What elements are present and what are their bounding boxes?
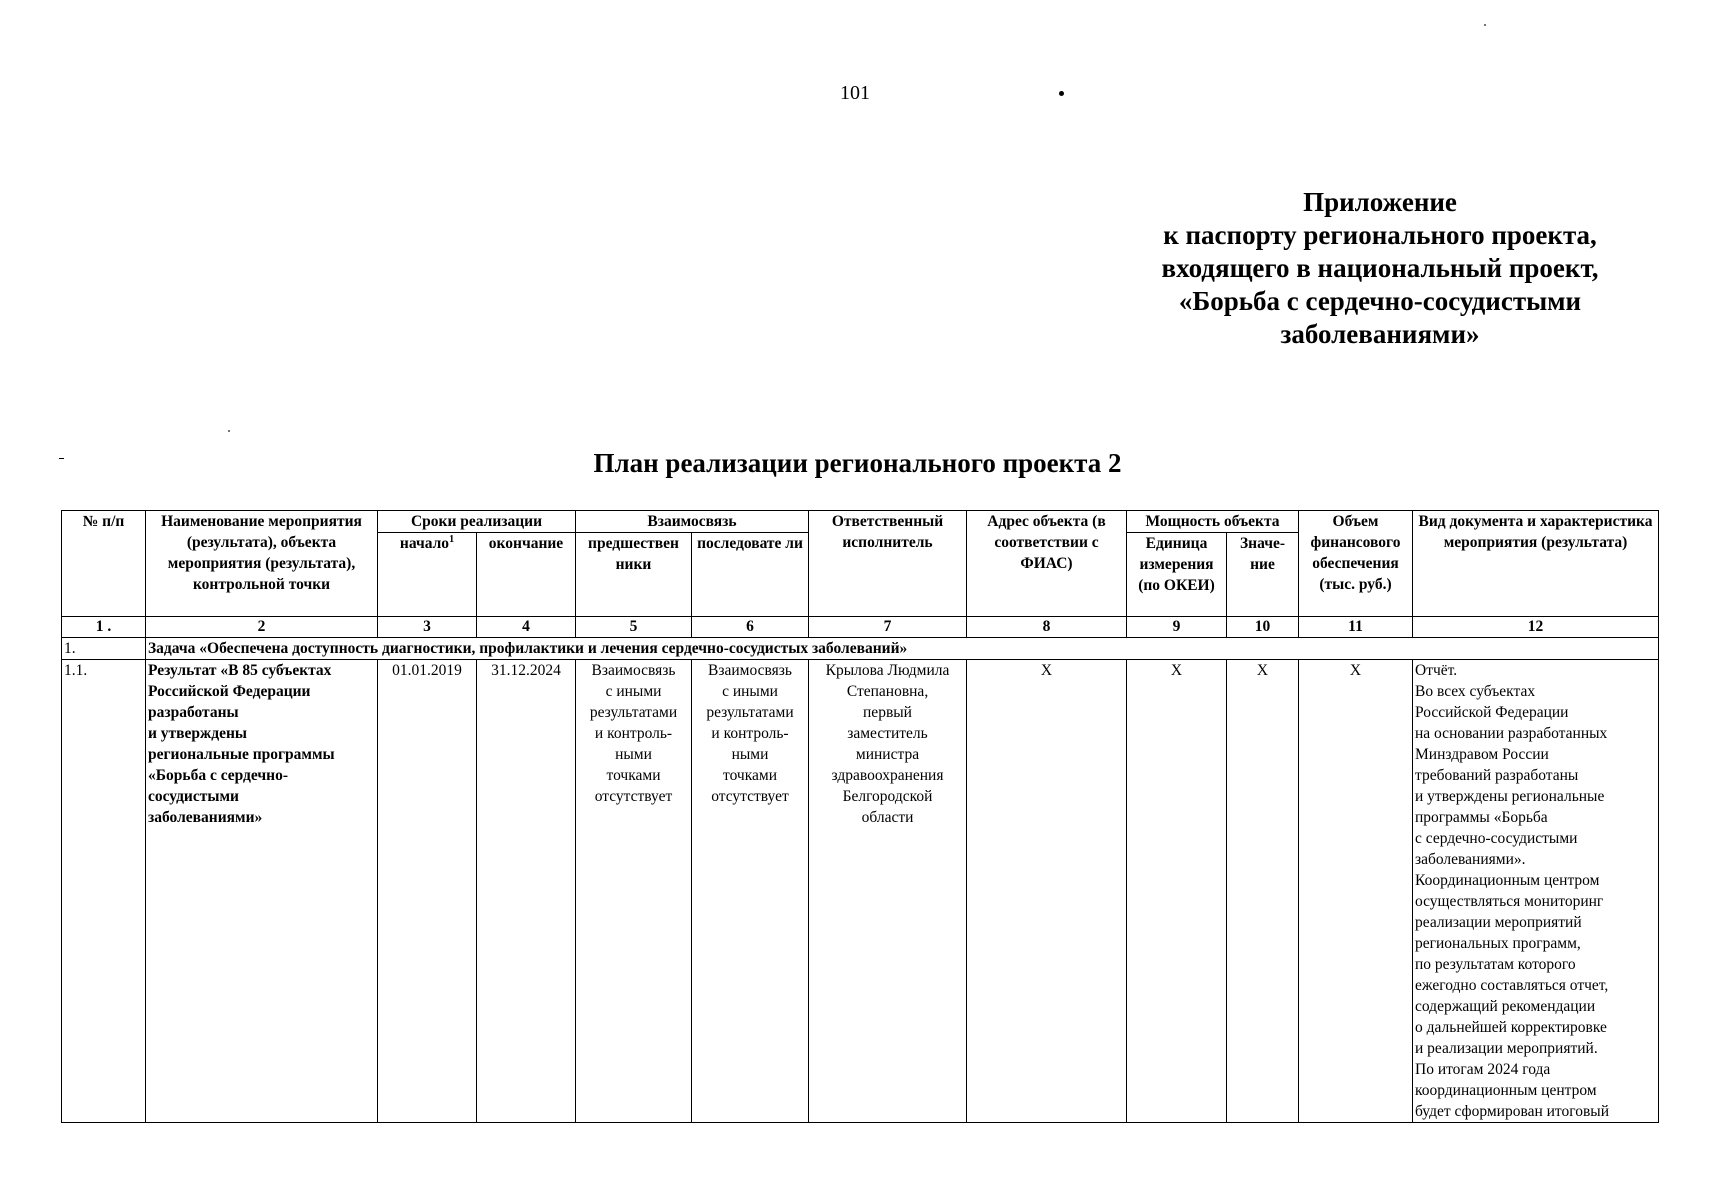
row-successors: Взаимосвязь с иными результатами и контроль- ными точками отсутствует	[692, 660, 809, 1123]
annex-line: к паспорту регионального проекта,	[1163, 220, 1597, 250]
task-text: Задача «Обеспечена доступность диагностики, профилактики и лечения сердечно-сосудистых заболеваний»	[146, 638, 1659, 660]
scan-speck	[228, 430, 230, 432]
row-unit: Х	[1127, 660, 1227, 1123]
header-row	[62, 511, 1659, 533]
column-number: 3	[378, 617, 477, 638]
page-number: 101	[840, 82, 870, 104]
header-start-label: начало	[399, 535, 450, 552]
task-row	[62, 638, 1659, 660]
header-value: Значе- ние	[1227, 533, 1299, 617]
column-number: 5	[576, 617, 692, 638]
column-number: 8	[967, 617, 1127, 638]
scan-dot	[1059, 91, 1064, 96]
row-funding: Х	[1299, 660, 1413, 1123]
header-doc: Вид документа и характеристика мероприятия (результата)	[1413, 511, 1659, 617]
header-relation: Взаимосвязь	[576, 511, 809, 533]
column-number: 11	[1299, 617, 1413, 638]
header-capacity: Мощность объекта	[1127, 511, 1299, 533]
header-responsible: Ответственный исполнитель	[809, 511, 967, 617]
header-address: Адрес объекта (в соответствии с ФИАС)	[967, 511, 1127, 617]
row-responsible: Крылова Людмила Степановна, первый заместитель министра здравоохранения Белгородской области	[809, 660, 967, 1123]
column-number: 9	[1127, 617, 1227, 638]
annex-line: Приложение	[1303, 187, 1457, 217]
row-value: Х	[1227, 660, 1299, 1123]
header-unit: Единица измерения (по ОКЕИ)	[1127, 533, 1227, 617]
row-predecessors: Взаимосвязь с иными результатами и контроль- ными точками отсутствует	[576, 660, 692, 1123]
column-number: 12	[1413, 617, 1659, 638]
header-start	[378, 533, 477, 617]
table-row	[62, 660, 1659, 1123]
row-name: Результат «В 85 субъектах Российской Федерации разработаны и утверждены региональные программы «Борьба с сердечно- сосудистыми заболеваниями»	[146, 660, 378, 1123]
annex-heading	[1120, 186, 1640, 351]
column-number-row	[62, 617, 1659, 638]
header-name: Наименование мероприятия (результата), объекта мероприятия (результата), контрольной точки	[146, 511, 378, 617]
row-address: Х	[967, 660, 1127, 1123]
column-number: 1 .	[62, 617, 146, 638]
annex-line: входящего в национальный проект,	[1161, 253, 1599, 283]
row-doc-description: Отчёт. Во всех субъектах Российской Федерации на основании разработанных Минздравом России требований разработаны и утверждены региональные программы «Борьба с сердечно-сосудистыми заболеваниями». Координационным центром осуществляться мониторинг реализации мероприятий региональных программ, по результатам которого ежегодно составляться отчет, содержащий рекомендации о дальнейшей корректировке и реализации мероприятий. По итогам 2024 года координационным центром будет сформирован итоговый	[1413, 660, 1659, 1123]
row-num: 1.1.	[62, 660, 146, 1123]
task-num: 1.	[62, 638, 146, 660]
row-end-date: 31.12.2024	[477, 660, 576, 1123]
header-predecessors: предшествен ники	[576, 533, 692, 617]
column-number: 6	[692, 617, 809, 638]
annex-line: «Борьба с сердечно-сосудистыми	[1178, 286, 1582, 316]
scan-speck	[1484, 24, 1486, 26]
column-number: 10	[1227, 617, 1299, 638]
plan-table	[61, 510, 1659, 1123]
header-end: окончание	[477, 533, 576, 617]
header-successors: последовате ли	[692, 533, 809, 617]
annex-line: заболеваниями»	[1280, 319, 1480, 349]
footnote-mark: 1	[449, 533, 455, 545]
header-terms: Сроки реализации	[378, 511, 576, 533]
header-num: № п/п	[62, 511, 146, 617]
plan-title: План реализации регионального проекта 2	[593, 448, 1122, 478]
column-number: 4	[477, 617, 576, 638]
header-funding: Объем финансового обеспечения (тыс. руб.)	[1299, 511, 1413, 617]
column-number: 7	[809, 617, 967, 638]
column-number: 2	[146, 617, 378, 638]
row-start-date: 01.01.2019	[378, 660, 477, 1123]
